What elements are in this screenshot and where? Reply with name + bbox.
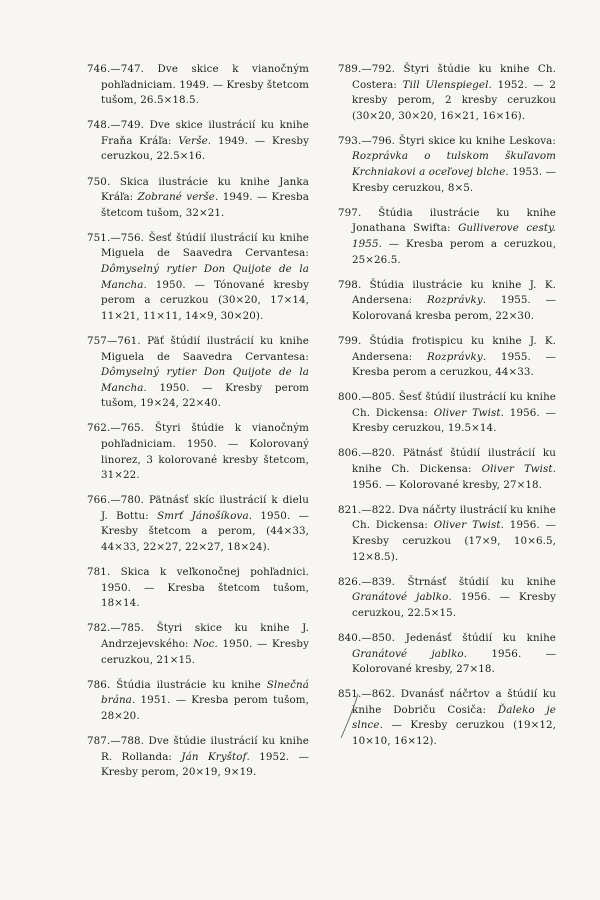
entry-text: 821.—822. Dva náčrty ilustrácií ku knihe Ch. Dickensa: <box>338 503 556 532</box>
catalogue-entry <box>87 231 309 325</box>
work-title: Noc <box>193 638 215 650</box>
work-title: Oliver Twist <box>433 519 501 532</box>
catalogue-entry <box>338 278 556 325</box>
work-title: Ďaleko je slnce <box>352 703 556 732</box>
catalogue-entry <box>87 334 309 412</box>
catalogue-entry <box>87 678 309 725</box>
catalogue-entry <box>338 446 556 493</box>
work-title: Granátové jablko <box>352 591 449 604</box>
entry-text: 826.—839. Štrnásť štúdií ku knihe <box>338 575 556 588</box>
work-title: Granátové jablko <box>352 647 464 660</box>
work-title: Till Ulenspiegel <box>402 78 489 91</box>
entry-text: 786. Štúdia ilustrácie ku knihe <box>87 678 267 691</box>
catalogue-entry <box>87 421 309 483</box>
entry-text: 797. Štúdia ilustrácie ku knihe Jonathana Swifta: <box>338 206 556 235</box>
entry-details: . — Kresby ceruzkou (19×12, 10×10, 16×12). <box>352 719 556 747</box>
entry-details: . 1949. — Kresba štetcom tušom, 32×21. <box>101 191 309 219</box>
entry-details: . 1950. — Kresby perom tušom, 19×24, 22×40. <box>101 381 309 410</box>
right-column <box>338 62 556 759</box>
catalogue-entry <box>87 621 309 668</box>
entry-text: 762.—765. Štyri štúdie k vianočným pohľadniciam. 1950. — Kolorovaný linorez, 3 kolorované kresby štetcom, 31×22. <box>87 422 309 482</box>
entry-details: . 1956. — Kolorované kresby, 27×18. <box>352 647 556 676</box>
entry-text: 781. Skica k veľkonočnej pohľadnici. 1950. — Kresba štetcom tušom, 18×14. <box>87 566 309 610</box>
catalogue-entry <box>338 631 556 678</box>
entry-details: . 1950. — Kresby ceruzkou, 21×15. <box>101 638 310 666</box>
catalogue-entry <box>338 62 556 124</box>
entry-text: 746.—747. Dve skice k vianočným pohľadniciam. 1949. — Kresby štetcom tušom, 26.5×18.5. <box>87 63 309 107</box>
work-title: Smrť Jánošíkova <box>157 509 249 522</box>
entry-text: 798. Štúdia ilustrácie ku knihe J. K. Andersena: <box>338 278 556 307</box>
entry-text: 789.—792. Štyri štúdie ku knihe Ch. Costera: <box>338 63 556 91</box>
work-title: Gulliverove cesty. 1955 <box>352 222 556 250</box>
entry-details: . 1950. — Tónované kresby perom a ceruzkou (30×20, 17×14, 11×21, 11×11, 14×9, 30×20). <box>101 278 309 322</box>
entry-text: 799. Štúdia frotispicu ku knihe J. K. Andersena: <box>338 334 556 363</box>
entry-text: 806.—820. Pätnásť štúdií ilustrácií ku knihe Ch. Dickensa: <box>338 447 556 476</box>
catalogue-entry <box>87 118 309 165</box>
work-title: Oliver Twist <box>433 406 501 419</box>
catalogue-entry <box>338 575 556 622</box>
entry-details: . — Kresba perom a ceruzkou, 25×26.5. <box>352 237 556 266</box>
left-column <box>87 62 309 790</box>
entry-details: . 1956. — Kresby ceruzkou, 22.5×15. <box>352 591 556 619</box>
entry-details: . 1949. — Kresby ceruzkou, 22.5×16. <box>101 134 309 163</box>
entry-text: 757—761. Päť štúdií ilustrácií ku knihe Miguela de Saavedra Cervantesa: <box>87 334 309 363</box>
entry-details: . 1955. — Kresba perom a ceruzkou, 44×33. <box>352 350 556 379</box>
work-title: Rozprávky <box>427 294 483 307</box>
entry-text: 766.—780. Pätnásť skíc ilustrácií k dielu J. Bottu: <box>87 494 309 522</box>
catalogue-entry <box>87 62 309 109</box>
work-title: Dômyselný rytier Don Quijote de la Mancha <box>101 366 309 394</box>
entry-details: . 1956. — Kresby ceruzkou (17×9, 10×6.5, 12×8.5). <box>352 519 556 563</box>
entry-text: 840.—850. Jedenásť štúdií ku knihe <box>338 631 556 644</box>
entry-details: . 1956. — Kolorované kresby, 27×18. <box>352 463 556 491</box>
work-title: Oliver Twist <box>481 463 553 476</box>
catalogue-entry <box>338 687 556 749</box>
entry-text: 751.—756. Šesť štúdií ilustrácií ku knihe Miguela de Saavedra Cervantesa: <box>87 231 309 260</box>
catalogue-entry <box>338 390 556 437</box>
entry-text: 748.—749. Dve skice ilustrácií ku knihe Fraňa Kráľa: <box>87 119 309 147</box>
work-title: Verše <box>178 134 208 147</box>
work-title: Dômyselný rytier Don Quijote de la Mancha <box>101 263 309 291</box>
entry-text: 787.—788. Dve štúdie ilustrácií ku knihe R. Rollanda: <box>87 734 309 763</box>
work-title: Zobrané verše <box>137 191 216 204</box>
catalogue-entry <box>87 565 309 612</box>
entry-details: . 1951. — Kresba perom tušom, 28×20. <box>101 694 309 722</box>
catalogue-entry <box>338 206 556 268</box>
catalogue-entry <box>338 503 556 565</box>
catalogue-entry <box>87 175 309 222</box>
entry-text: 782.—785. Štyri skice ku knihe J. Andrzejevského: <box>87 622 309 650</box>
catalogue-entry <box>87 493 309 555</box>
catalogue-entry <box>87 734 309 781</box>
entry-details: . 1956. — Kresby ceruzkou, 19.5×14. <box>352 406 556 435</box>
entry-details: . 1953. — Kresby ceruzkou, 8×5. <box>352 166 557 194</box>
entry-text: 851.—862. Dvanásť náčrtov a štúdií ku knihe Dobriču Cosiča: <box>338 688 556 716</box>
pencil-stroke-mark <box>336 692 366 740</box>
entry-text: 800.—805. Šesť štúdií ilustrácií ku knihe Ch. Dickensa: <box>338 391 556 419</box>
catalogue-entry <box>338 134 556 196</box>
entry-details: . 1952. — 2 kresby perom, 2 kresby ceruzkou (30×20, 30×20, 16×21, 16×16). <box>352 78 556 122</box>
work-title: Rozprávky <box>427 350 483 363</box>
work-title: Ján Kryštof <box>181 750 247 763</box>
work-title: Slnečná brána <box>101 678 309 707</box>
entry-details: . 1952. — Kresby perom, 20×19, 9×19. <box>101 750 309 779</box>
entry-details: . 1955. — Kolorovaná kresba perom, 22×30. <box>352 294 556 322</box>
entry-text: 793.—796. Štyri skice ku knihe Leskova: <box>338 134 556 147</box>
entry-details: . 1950. — Kresby štetcom a perom, (44×33, 44×33, 22×27, 22×27, 18×24). <box>101 509 309 554</box>
catalogue-entry <box>338 334 556 381</box>
work-title: Rozprávka o tulskom škuľavom Krchniakovi a oceľovej blche <box>352 150 556 179</box>
entry-text: 750. Skica ilustrácie ku knihe Janka Kráľa: <box>87 175 309 204</box>
